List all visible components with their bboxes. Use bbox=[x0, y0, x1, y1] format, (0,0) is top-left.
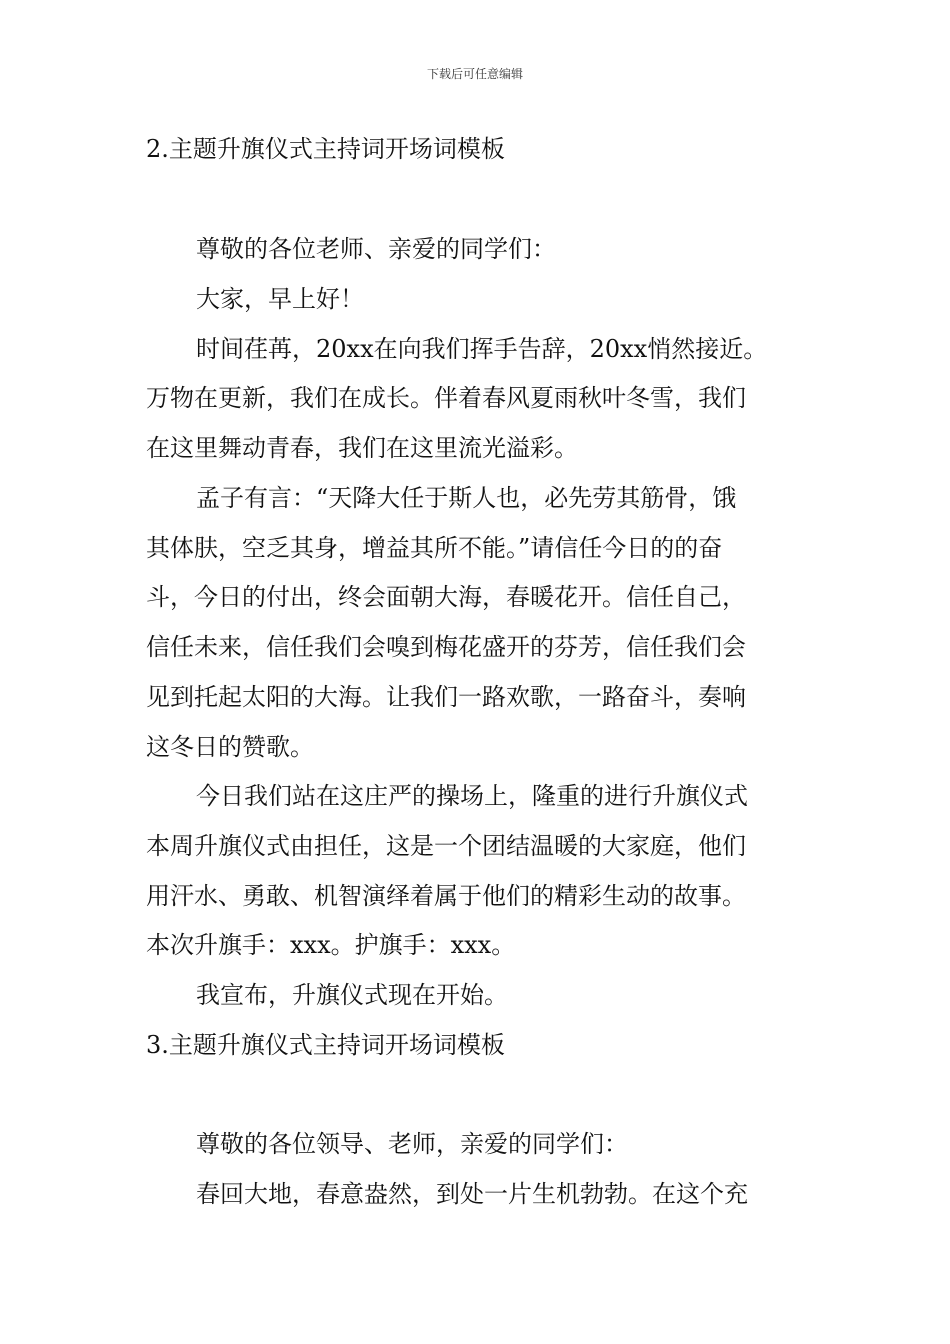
greeting-line: 尊敬的各位领导、老师，亲爱的同学们： bbox=[196, 1130, 628, 1158]
paragraph-line: 这冬日的赞歌。 bbox=[146, 733, 314, 761]
paragraph-line: 在这里舞动青春，我们在这里流光溢彩。 bbox=[146, 434, 578, 462]
paragraph-line: 本次升旗手：xxx。护旗手：xxx。 bbox=[146, 931, 516, 959]
paragraph-line: 春回大地，春意盎然，到处一片生机勃勃。在这个充 bbox=[196, 1180, 748, 1208]
greeting-line: 尊敬的各位老师、亲爱的同学们： bbox=[196, 235, 556, 263]
paragraph-line: 本周升旗仪式由担任，这是一个团结温暖的大家庭，他们 bbox=[146, 832, 746, 860]
paragraph-line: 大家，早上好！ bbox=[196, 285, 364, 313]
paragraph-line: 见到托起太阳的大海。让我们一路欢歌，一路奋斗，奏响 bbox=[146, 683, 746, 711]
paragraph-line: 万物在更新，我们在成长。伴着春风夏雨秋叶冬雪，我们 bbox=[146, 384, 746, 412]
paragraph-line: 其体肤，空乏其身，增益其所不能。”请信任今日的的奋 bbox=[146, 534, 723, 562]
section-heading: 2.主题升旗仪式主持词开场词模板 bbox=[146, 135, 505, 163]
paragraph-line: 我宣布，升旗仪式现在开始。 bbox=[196, 981, 508, 1009]
paragraph-line: 信任未来，信任我们会嗅到梅花盛开的芬芳，信任我们会 bbox=[146, 633, 746, 661]
section-heading: 3.主题升旗仪式主持词开场词模板 bbox=[146, 1031, 505, 1059]
paragraph-line: 今日我们站在这庄严的操场上，隆重的进行升旗仪式 bbox=[196, 782, 748, 810]
paragraph-line: 孟子有言：“天降大任于斯人也，必先劳其筋骨，饿 bbox=[196, 484, 737, 512]
paragraph-line: 斗，今日的付出，终会面朝大海，春暖花开。信任自己， bbox=[146, 583, 746, 611]
paragraph-line: 用汗水、勇敢、机智演绎着属于他们的精彩生动的故事。 bbox=[146, 882, 746, 910]
page-header-note: 下载后可任意编辑 bbox=[426, 67, 523, 81]
paragraph-line: 时间荏苒，20xx在向我们挥手告辞，20xx悄然接近。 bbox=[196, 335, 768, 363]
